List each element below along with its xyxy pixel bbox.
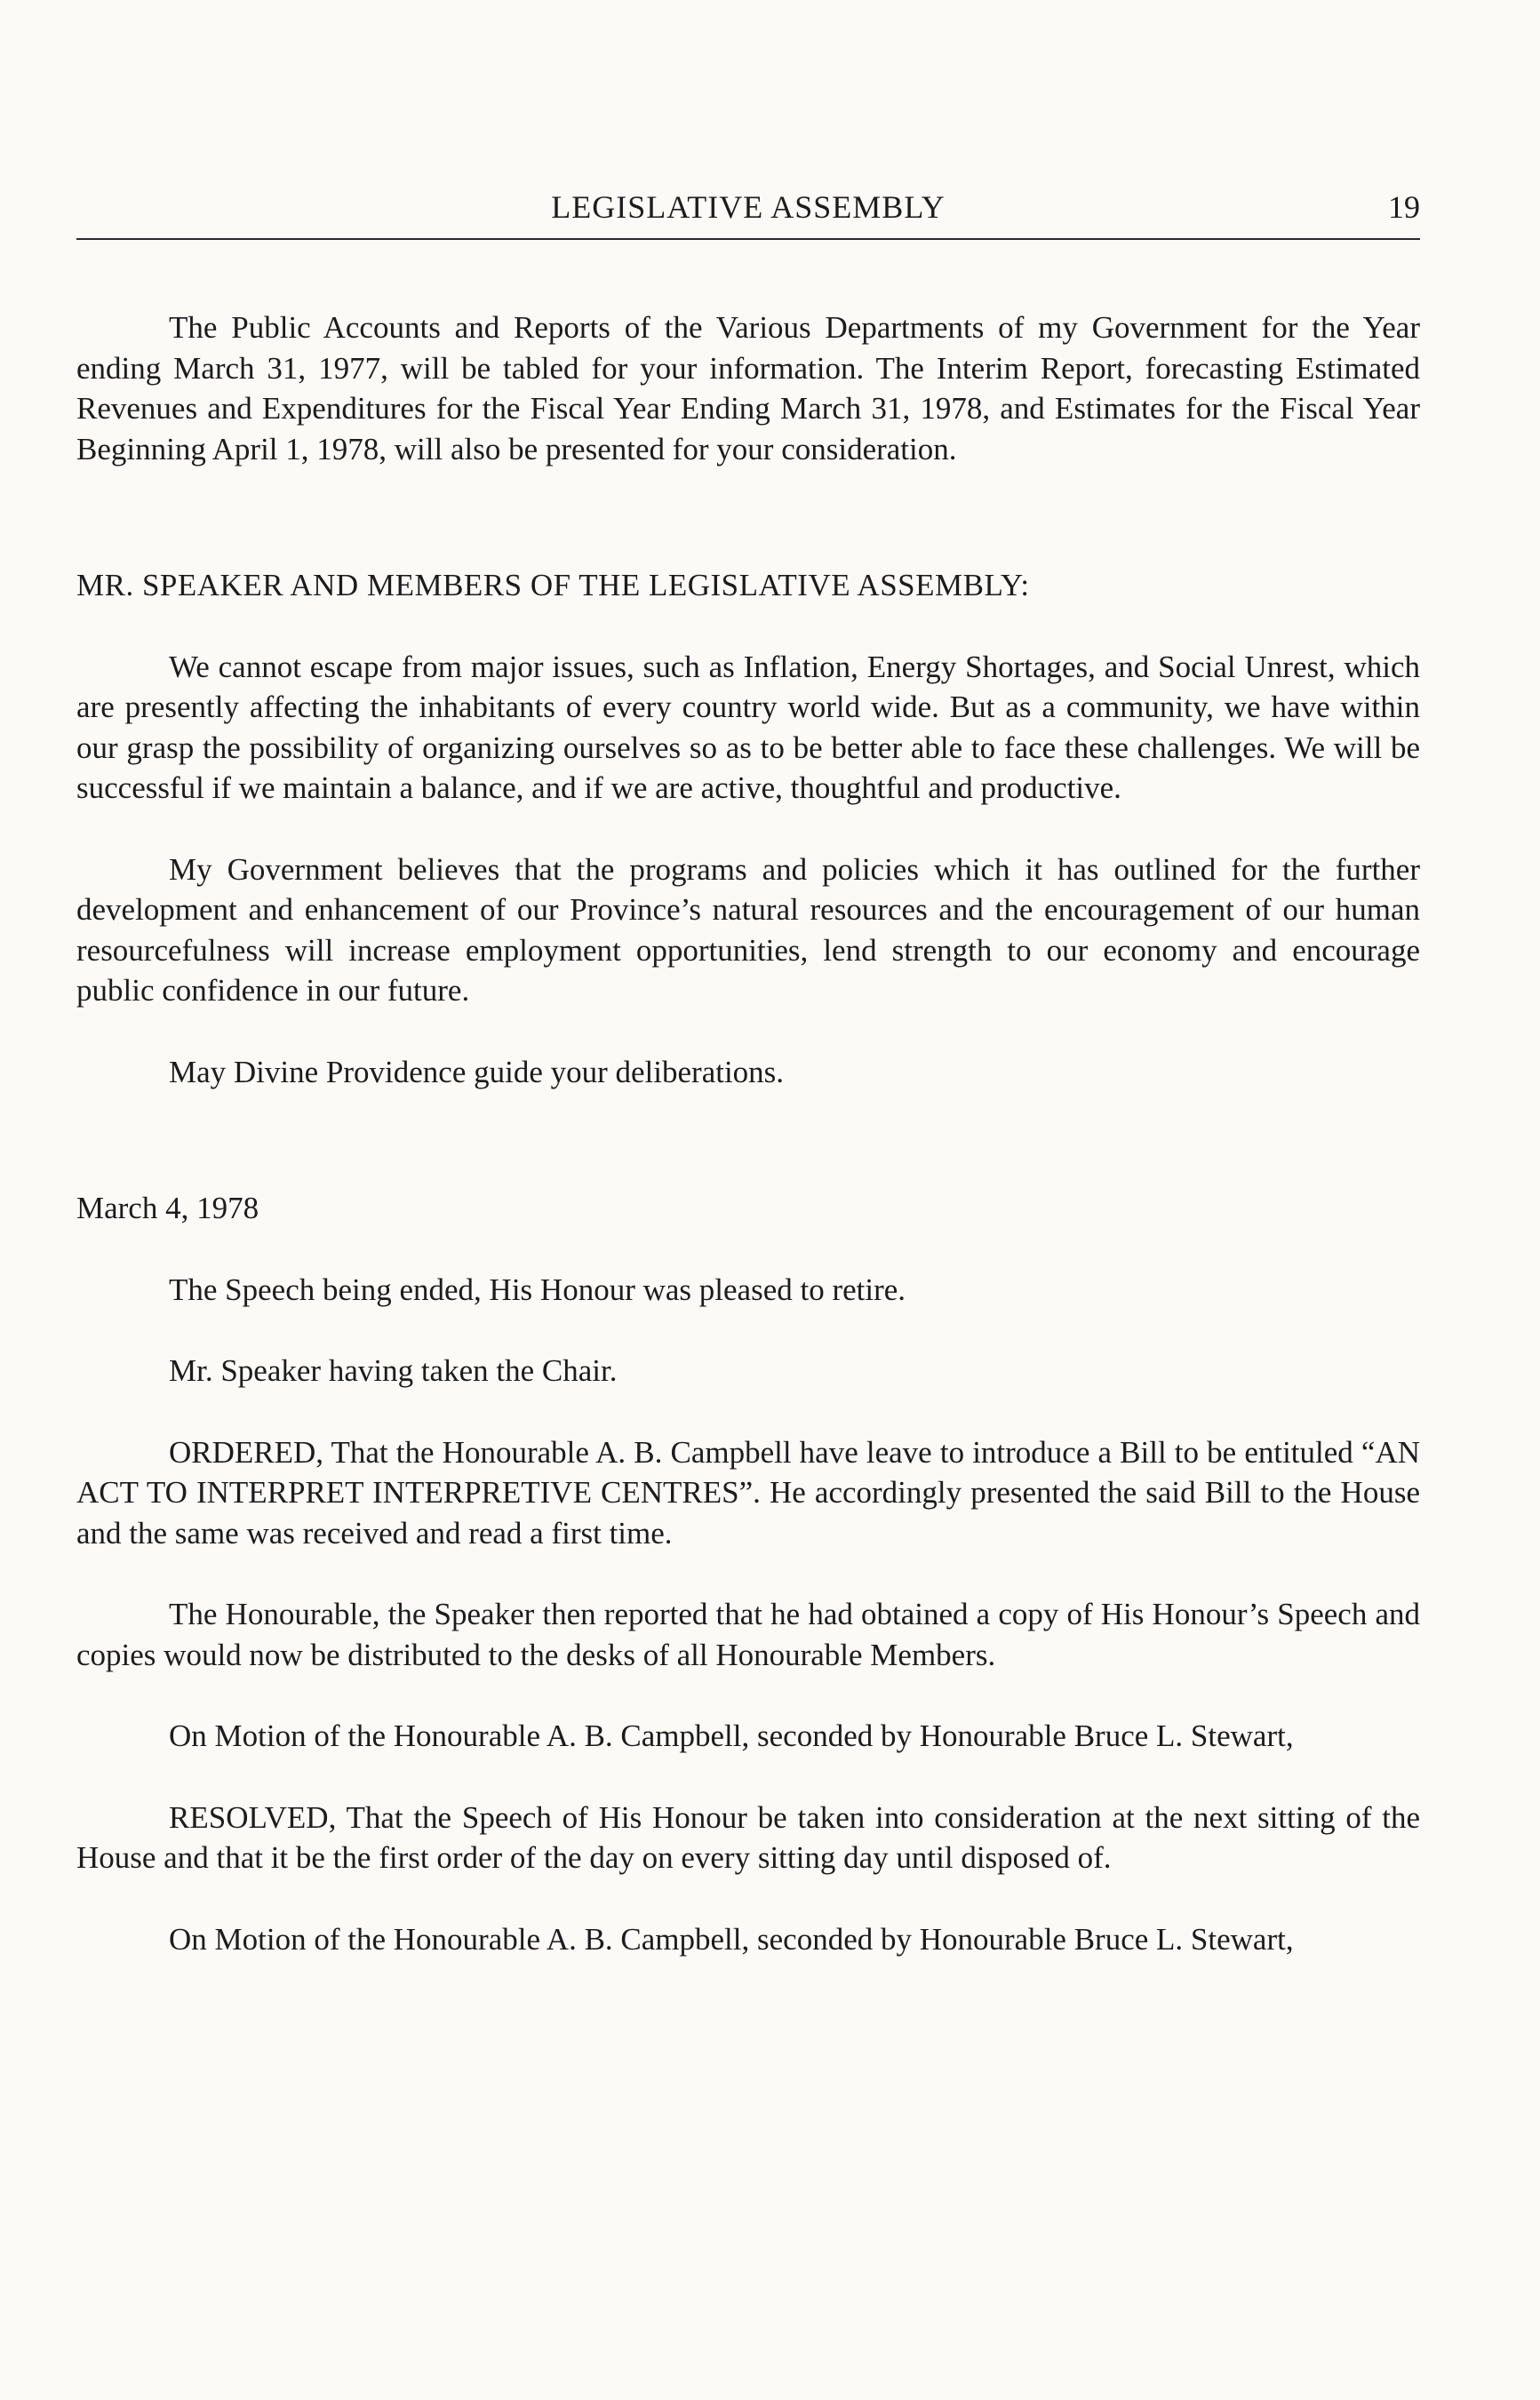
- paragraph-speaker-chair: Mr. Speaker having taken the Chair.: [169, 1353, 618, 1388]
- paragraph-speech-ended: The Speech being ended, His Honour was pleased to retire.: [169, 1272, 906, 1307]
- page-title: LEGISLATIVE ASSEMBLY: [551, 189, 946, 225]
- paragraph-motion-1: On Motion of the Honourable A. B. Campbell, seconded by Honourable Bruce L. Stewart,: [169, 1718, 1294, 1753]
- paragraph-government-programs: My Government believes that the programs and policies which it has outlined for the further development and enhancement of our Province’s natural resources and the encouragement of our human resourcefulness will increase employment opportunities, lend strength to our economy and encourage public confidence in our future.: [76, 851, 1420, 1008]
- paragraph-public-accounts: The Public Accounts and Reports of the Various Departments of my Government for the Year ending March 31, 1977, will be tabled for your information. The Interim Report, forecasting Estimated Revenues and Expenditures for the Fiscal Year Ending March 31, 1978, and Estimates for the Fiscal Year Beginning April 1, 1978, will also be presented for your consideration.: [76, 310, 1420, 466]
- page-header: [76, 185, 1420, 240]
- paragraph-major-issues: We cannot escape from major issues, such as Inflation, Energy Shortages, and Social Unrest, which are presently affecting the inhabitants of every country world wide. But as a community, we have within our grasp the possibility of organizing ourselves so as to be better able to face these challenges. We will be successful if we maintain a balance, and if we are active, thoughtful and productive.: [76, 649, 1420, 805]
- page-body: [76, 307, 1420, 1959]
- section-heading: MR. SPEAKER AND MEMBERS OF THE LEGISLATIVE ASSEMBLY:: [76, 568, 1030, 602]
- page-number: 19: [1388, 189, 1420, 225]
- paragraph-resolved: RESOLVED, That the Speech of His Honour be taken into consideration at the next sitting of the House and that it be the first order of the day on every sitting day until disposed of.: [76, 1799, 1420, 1875]
- paragraph-divine-providence: May Divine Providence guide your deliberations.: [169, 1054, 785, 1089]
- paragraph-speaker-report: The Honourable, the Speaker then reported that he had obtained a copy of His Honour’s Speech and copies would now be distributed to the desks of all Honourable Members.: [76, 1597, 1420, 1672]
- paragraph-motion-2: On Motion of the Honourable A. B. Campbell, seconded by Honourable Bruce L. Stewart,: [169, 1921, 1294, 1957]
- date-line: March 4, 1978: [76, 1191, 259, 1225]
- paragraph-ordered-bill: ORDERED, That the Honourable A. B. Campbell have leave to introduce a Bill to be entituled “AN ACT TO INTERPRET INTERPRETIVE CENTRES”. He accordingly presented the said Bill to the House and the same was received and read a first time.: [76, 1434, 1420, 1551]
